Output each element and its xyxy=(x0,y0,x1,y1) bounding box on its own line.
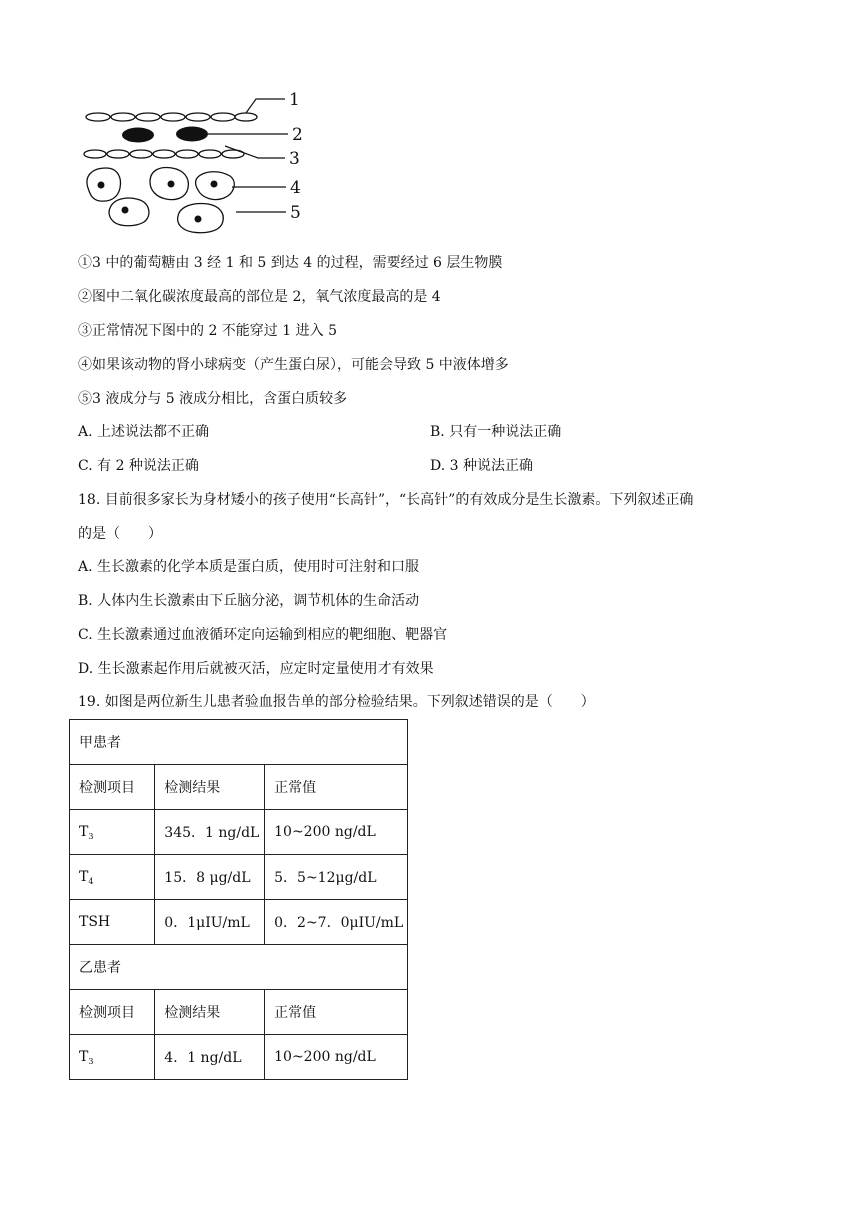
table-row xyxy=(70,1035,408,1080)
item-cell: $T_3$ xyxy=(70,810,155,855)
q18-option-b: B. 人体内生长激素由下丘脑分泌，调节机体的生命活动 xyxy=(78,593,420,609)
result-cell: 0．1μIU/mL xyxy=(155,900,265,945)
result-cell: 345．1 ng/dL xyxy=(155,810,265,855)
header-normal: 正常值 xyxy=(265,990,408,1035)
q17-option-d: D. 3 种说法正确 xyxy=(430,458,533,474)
normal-cell: 5．5~12μg/dL xyxy=(265,855,408,900)
label-1: 1 xyxy=(289,90,300,110)
item-cell: TSH xyxy=(70,900,155,945)
q18-option-a: A. 生长激素的化学本质是蛋白质，使用时可注射和口服 xyxy=(78,559,420,575)
patient-b-title: 乙患者 xyxy=(70,945,408,990)
statement-5: ⑤3 液成分与 5 液成分相比，含蛋白质较多 xyxy=(78,391,348,407)
table-row xyxy=(70,855,408,900)
label-5: 5 xyxy=(290,203,301,223)
patient-b-header-row xyxy=(70,990,408,1035)
table-row xyxy=(70,900,408,945)
blood-test-report xyxy=(69,719,408,1080)
q18-option-c: C. 生长激素通过血液循环定向运输到相应的靶细胞、靶器官 xyxy=(78,627,448,643)
statement-3: ③正常情况下图中的 2 不能穿过 1 进入 5 xyxy=(78,323,337,339)
diagram-labels xyxy=(289,90,303,223)
blood-cells xyxy=(122,127,208,143)
q18-stem-line1: 18. 目前很多家长为身材矮小的孩子使用“长高针”，“长高针”的有效成分是生长激素。下列叙述正确 xyxy=(78,492,694,508)
capillary-wall-top xyxy=(86,113,257,121)
label-4: 4 xyxy=(290,178,301,198)
header-normal: 正常值 xyxy=(265,765,408,810)
result-cell: 15．8 μg/dL xyxy=(155,855,265,900)
statement-4: ④如果该动物的肾小球病变（产生蛋白尿），可能会导致 5 中液体增多 xyxy=(78,357,509,373)
patient-a-title: 甲患者 xyxy=(70,720,408,765)
q18-stem-line2: 的是（ ） xyxy=(78,526,162,542)
q19-stem: 19. 如图是两位新生儿患者验血报告单的部分检验结果。下列叙述错误的是（ ） xyxy=(78,694,595,710)
table-row xyxy=(70,810,408,855)
header-item: 检测项目 xyxy=(70,990,155,1035)
capillary-wall-bottom xyxy=(84,150,244,158)
normal-cell: 10~200 ng/dL xyxy=(265,1035,408,1080)
statement-1: ①3 中的葡萄糖由 3 经 1 和 5 到达 4 的过程，需要经过 6 层生物膜 xyxy=(78,255,503,271)
q17-option-b: B. 只有一种说法正确 xyxy=(430,424,562,440)
item-cell: $T_3$ xyxy=(70,1035,155,1080)
patient-b-title-row xyxy=(70,945,408,990)
statement-2: ②图中二氧化碳浓度最高的部位是 2，氧气浓度最高的是 4 xyxy=(78,289,441,305)
label-3: 3 xyxy=(289,149,300,169)
tissue-fluid-diagram xyxy=(80,86,320,236)
header-result: 检测结果 xyxy=(155,765,265,810)
patient-a-header-row xyxy=(70,765,408,810)
normal-cell: 0．2~7．0μIU/mL xyxy=(265,900,408,945)
result-cell: 4．1 ng/dL xyxy=(155,1035,265,1080)
item-cell: $T_4$ xyxy=(70,855,155,900)
normal-cell: 10~200 ng/dL xyxy=(265,810,408,855)
header-item: 检测项目 xyxy=(70,765,155,810)
header-result: 检测结果 xyxy=(155,990,265,1035)
patient-a-title-row xyxy=(70,720,408,765)
tissue-cells xyxy=(87,168,234,233)
q17-option-a: A. 上述说法都不正确 xyxy=(78,424,210,440)
label-2: 2 xyxy=(292,125,303,145)
q18-option-d: D. 生长激素起作用后就被灭活，应定时定量使用才有效果 xyxy=(78,661,434,677)
q17-option-c: C. 有 2 种说法正确 xyxy=(78,458,199,474)
